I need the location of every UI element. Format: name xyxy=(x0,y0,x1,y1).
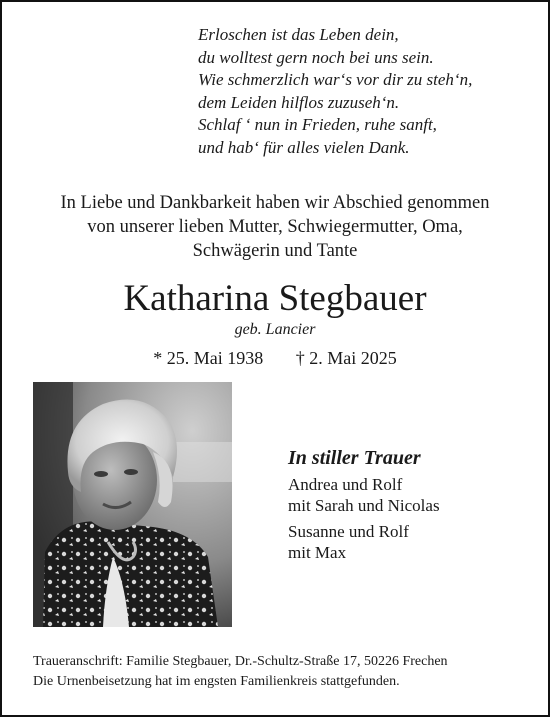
poem-line: dem Leiden hilflos zuzuseh‘n. xyxy=(198,92,400,112)
mourner-line: mit Max xyxy=(288,543,347,562)
life-dates xyxy=(2,347,548,369)
poem-line: Schlaf ‘ nun in Frieden, ruhe sanft, xyxy=(198,115,437,134)
intro-line: von unserer lieben Mutter, Schwiegermutter, Oma, xyxy=(87,217,463,237)
mourner-group xyxy=(288,521,440,563)
poem-line: Wie schmerzlich war‘s vor dir zu steh‘n, xyxy=(198,70,473,89)
mourners-heading: In stiller Trauer xyxy=(288,447,421,469)
poem-line: und hab‘ für alles vielen Dank. xyxy=(198,137,410,157)
mourning-address: Traueranschrift: Familie Stegbauer, Dr.-Schultz-Straße 17, 50226 Frechen xyxy=(33,654,448,669)
maiden-name: geb. Lancier xyxy=(234,321,316,338)
poem-line: Erloschen ist das Leben dein, xyxy=(198,25,399,44)
mourners xyxy=(288,445,440,568)
footer xyxy=(33,652,448,692)
deceased-name: Katharina Stegbauer xyxy=(123,278,427,319)
mourner-line: mit Sarah und Nicolas xyxy=(288,496,440,515)
poem-line: du wolltest gern noch bei uns sein. xyxy=(198,47,434,67)
poem xyxy=(198,24,472,159)
birth-date: * 25. Mai 1938 xyxy=(153,348,264,368)
mourner-line: Andrea und Rolf xyxy=(288,475,403,494)
burial-note: Die Urnenbeisetzung hat im engsten Familienkreis stattgefunden. xyxy=(33,674,400,689)
intro-text xyxy=(2,191,548,263)
portrait-photo xyxy=(33,382,232,627)
death-date: † 2. Mai 2025 xyxy=(295,348,397,368)
intro-line: Schwägerin und Tante xyxy=(192,241,358,261)
intro-line: In Liebe und Dankbarkeit haben wir Abschied genommen xyxy=(60,193,490,213)
mourner-line: Susanne und Rolf xyxy=(288,522,409,541)
mourner-group xyxy=(288,474,440,516)
